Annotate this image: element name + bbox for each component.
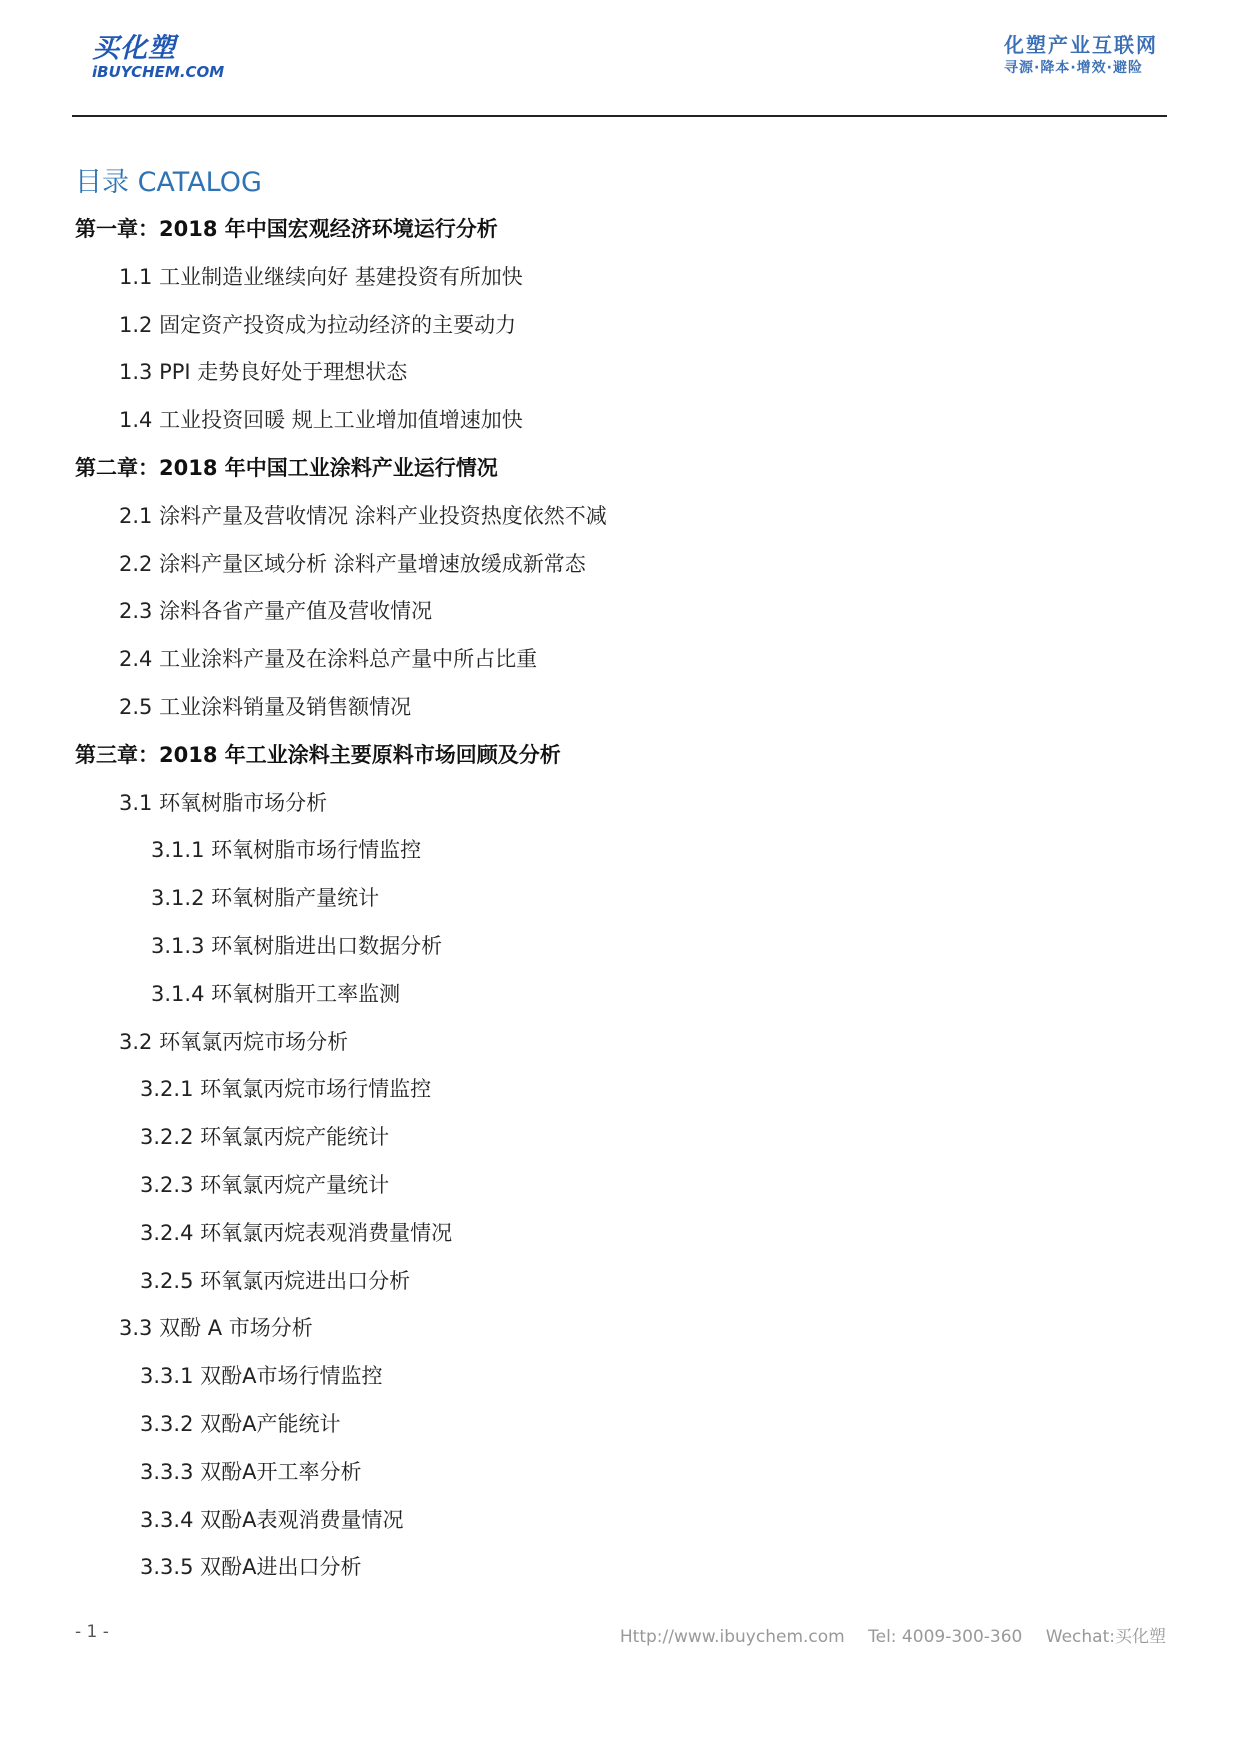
toc-entry[interactable]: 3.3.5 双酚A进出口分析	[140, 1555, 362, 1579]
toc-chapter[interactable]: 第二章：2018 年中国工业涂料产业运行情况	[75, 456, 498, 480]
header-title: 化塑产业互联网	[1004, 33, 1158, 57]
toc-entry[interactable]: 3.1.1 环氧树脂市场行情监控	[151, 838, 422, 862]
toc-entry[interactable]: 2.4 工业涂料产量及在涂料总产量中所占比重	[119, 647, 538, 671]
toc-entry[interactable]: 3.3.1 双酚A市场行情监控	[140, 1364, 383, 1388]
toc-chapter[interactable]: 第三章：2018 年工业涂料主要原料市场回顾及分析	[75, 743, 561, 767]
header-slogan: 寻源·降本·增效·避险	[1004, 60, 1143, 76]
toc-entry[interactable]: 1.3 PPI 走势良好处于理想状态	[119, 360, 408, 384]
toc-entry[interactable]: 3.1.3 环氧树脂进出口数据分析	[151, 934, 443, 958]
logo-chinese-text: 买化塑	[92, 33, 176, 64]
page-number: - 1 -	[75, 1622, 109, 1642]
catalog-title: 目录 CATALOG	[75, 167, 262, 198]
header-divider	[72, 115, 1167, 117]
toc-entry[interactable]: 3.3.4 双酚A表观消费量情况	[140, 1508, 404, 1532]
toc-chapter[interactable]: 第一章：2018 年中国宏观经济环境运行分析	[75, 217, 498, 241]
header-tagline	[1004, 32, 1174, 78]
toc-entry[interactable]: 3.2.1 环氧氯丙烷市场行情监控	[140, 1077, 432, 1101]
toc-entry[interactable]: 3.2.5 环氧氯丙烷进出口分析	[140, 1269, 411, 1293]
footer-contact	[602, 1622, 1166, 1647]
footer-tel: Tel: 4009-300-360	[868, 1627, 1023, 1647]
toc-entry[interactable]: 1.2 固定资产投资成为拉动经济的主要动力	[119, 313, 517, 337]
footer-url[interactable]: Http://www.ibuychem.com	[619, 1627, 845, 1647]
toc-entry[interactable]: 3.1 环氧树脂市场分析	[119, 791, 328, 815]
toc-entry[interactable]: 2.1 涂料产量及营收情况 涂料产业投资热度依然不减	[119, 504, 607, 528]
toc-entry[interactable]: 3.2 环氧氯丙烷市场分析	[119, 1030, 349, 1054]
toc-entry[interactable]: 2.5 工业涂料销量及销售额情况	[119, 695, 412, 719]
toc-entry[interactable]: 1.4 工业投资回暖 规上工业增加值增速加快	[119, 408, 523, 432]
toc-entry[interactable]: 3.2.3 环氧氯丙烷产量统计	[140, 1173, 390, 1197]
toc-entry[interactable]: 3.3.2 双酚A产能统计	[140, 1412, 341, 1436]
company-logo	[92, 34, 242, 84]
toc-entry[interactable]: 2.2 涂料产量区域分析 涂料产量增速放缓成新常态	[119, 552, 586, 576]
toc-entry[interactable]: 3.1.4 环氧树脂开工率监测	[151, 982, 401, 1006]
footer-wechat: Wechat:买化塑	[1045, 1627, 1166, 1647]
toc-entry[interactable]: 3.2.2 环氧氯丙烷产能统计	[140, 1125, 390, 1149]
toc-entry[interactable]: 3.3 双酚 A 市场分析	[119, 1316, 313, 1340]
toc-entry[interactable]: 3.3.3 双酚A开工率分析	[140, 1460, 362, 1484]
logo-english-text: iBUYCHEM.COM	[92, 63, 225, 81]
toc-entry[interactable]: 2.3 涂料各省产量产值及营收情况	[119, 599, 433, 623]
toc-entry[interactable]: 3.1.2 环氧树脂产量统计	[151, 886, 380, 910]
toc-entry[interactable]: 3.2.4 环氧氯丙烷表观消费量情况	[140, 1221, 453, 1245]
toc-entry[interactable]: 1.1 工业制造业继续向好 基建投资有所加快	[119, 265, 523, 289]
